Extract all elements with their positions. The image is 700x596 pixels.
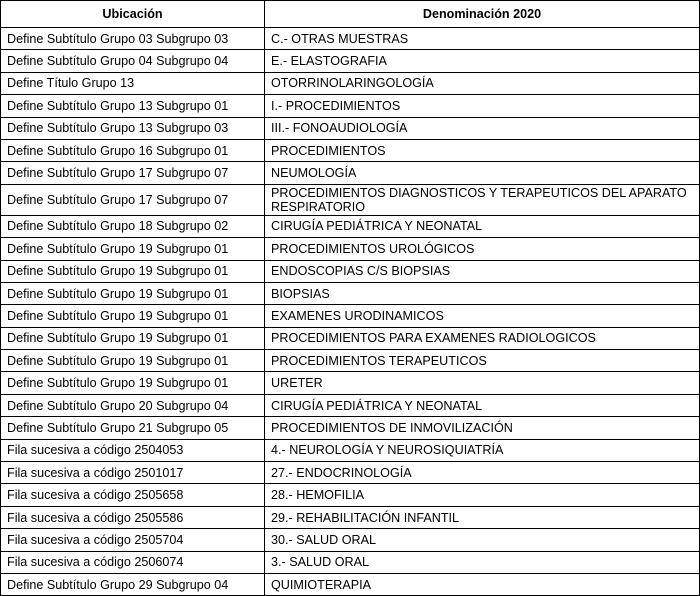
table-row (1, 260, 700, 282)
ubicacion-cell: Fila sucesiva a código 2504053 (1, 439, 265, 461)
ubicacion-cell: Fila sucesiva a código 2505704 (1, 529, 265, 551)
ubicacion-cell: Define Subtítulo Grupo 19 Subgrupo 01 (1, 350, 265, 372)
denominacion-cell: III.- FONOAUDIOLOGÍA (265, 117, 700, 139)
table-row (1, 305, 700, 327)
table-row (1, 28, 700, 50)
denominacion-cell: 28.- HEMOFILIA (265, 484, 700, 506)
ubicacion-cell: Define Subtítulo Grupo 29 Subgrupo 04 (1, 573, 265, 595)
ubicacion-cell: Define Subtítulo Grupo 19 Subgrupo 01 (1, 372, 265, 394)
denominacion-cell: C.- OTRAS MUESTRAS (265, 28, 700, 50)
ubicacion-cell: Define Subtítulo Grupo 19 Subgrupo 01 (1, 282, 265, 304)
column-header-ubicacion: Ubicación (1, 1, 265, 28)
table-row (1, 573, 700, 595)
table-row (1, 327, 700, 349)
table-row (1, 162, 700, 184)
ubicacion-cell: Define Subtítulo Grupo 17 Subgrupo 07 (1, 184, 265, 215)
table-row (1, 350, 700, 372)
ubicacion-cell: Define Subtítulo Grupo 13 Subgrupo 03 (1, 117, 265, 139)
table-row (1, 184, 700, 215)
ubicacion-cell: Define Subtítulo Grupo 18 Subgrupo 02 (1, 215, 265, 237)
denominacion-cell: 30.- SALUD ORAL (265, 529, 700, 551)
denominacion-cell: URETER (265, 372, 700, 394)
ubicacion-cell: Define Subtítulo Grupo 04 Subgrupo 04 (1, 50, 265, 72)
table-row (1, 72, 700, 94)
column-header-denominacion: Denominación 2020 (265, 1, 700, 28)
table-row (1, 484, 700, 506)
denominacion-cell: PROCEDIMIENTOS TERAPEUTICOS (265, 350, 700, 372)
denominacion-cell: 27.- ENDOCRINOLOGÍA (265, 462, 700, 484)
denominacion-cell: BIOPSIAS (265, 282, 700, 304)
header-row (1, 1, 700, 28)
denominacion-cell: NEUMOLOGÍA (265, 162, 700, 184)
table-row (1, 117, 700, 139)
denominacion-cell: ENDOSCOPIAS C/S BIOPSIAS (265, 260, 700, 282)
table-body (1, 28, 700, 596)
table-row (1, 462, 700, 484)
ubicacion-cell: Define Subtítulo Grupo 20 Subgrupo 04 (1, 394, 265, 416)
table-row (1, 394, 700, 416)
denominacion-cell: OTORRINOLARINGOLOGÍA (265, 72, 700, 94)
ubicacion-cell: Fila sucesiva a código 2505586 (1, 506, 265, 528)
denominacion-cell: CIRUGÍA PEDIÁTRICA Y NEONATAL (265, 215, 700, 237)
denominacion-cell: PROCEDIMIENTOS (265, 139, 700, 161)
ubicacion-cell: Fila sucesiva a código 2506074 (1, 551, 265, 573)
table-row (1, 238, 700, 260)
denominacion-cell: CIRUGÍA PEDIÁTRICA Y NEONATAL (265, 394, 700, 416)
table-row (1, 529, 700, 551)
ubicacion-cell: Define Subtítulo Grupo 21 Subgrupo 05 (1, 417, 265, 439)
ubicacion-cell: Fila sucesiva a código 2501017 (1, 462, 265, 484)
ubicacion-cell: Define Subtítulo Grupo 19 Subgrupo 01 (1, 260, 265, 282)
denominacion-cell: E.- ELASTOGRAFIA (265, 50, 700, 72)
table-row (1, 282, 700, 304)
denominacion-cell: PROCEDIMIENTOS UROLÓGICOS (265, 238, 700, 260)
table-row (1, 50, 700, 72)
ubicacion-cell: Define Subtítulo Grupo 19 Subgrupo 01 (1, 305, 265, 327)
table-row (1, 417, 700, 439)
denominacion-cell: 29.- REHABILITACIÓN INFANTIL (265, 506, 700, 528)
table-row (1, 439, 700, 461)
table-row (1, 95, 700, 117)
table-row (1, 139, 700, 161)
table-row (1, 372, 700, 394)
ubicacion-cell: Define Subtítulo Grupo 19 Subgrupo 01 (1, 238, 265, 260)
denominacion-cell: EXAMENES URODINAMICOS (265, 305, 700, 327)
denominacion-cell: I.- PROCEDIMIENTOS (265, 95, 700, 117)
table-row (1, 215, 700, 237)
ubicacion-cell: Fila sucesiva a código 2505658 (1, 484, 265, 506)
ubicacion-cell: Define Título Grupo 13 (1, 72, 265, 94)
table-row (1, 506, 700, 528)
denominacion-cell: QUIMIOTERAPIA (265, 573, 700, 595)
ubicacion-cell: Define Subtítulo Grupo 16 Subgrupo 01 (1, 139, 265, 161)
denominacion-cell: PROCEDIMIENTOS DIAGNOSTICOS Y TERAPEUTICOS DEL APARATO RESPIRATORIO (265, 184, 700, 215)
ubicacion-cell: Define Subtítulo Grupo 03 Subgrupo 03 (1, 28, 265, 50)
denominacion-cell: 3.- SALUD ORAL (265, 551, 700, 573)
denominacion-cell: PROCEDIMIENTOS DE INMOVILIZACIÓN (265, 417, 700, 439)
ubicacion-cell: Define Subtítulo Grupo 19 Subgrupo 01 (1, 327, 265, 349)
ubicacion-cell: Define Subtítulo Grupo 17 Subgrupo 07 (1, 162, 265, 184)
denominacion-cell: 4.- NEUROLOGÍA Y NEUROSIQUIATRÍA (265, 439, 700, 461)
ubicacion-cell: Define Subtítulo Grupo 13 Subgrupo 01 (1, 95, 265, 117)
denominacion-cell: PROCEDIMIENTOS PARA EXAMENES RADIOLOGICOS (265, 327, 700, 349)
table-row (1, 551, 700, 573)
